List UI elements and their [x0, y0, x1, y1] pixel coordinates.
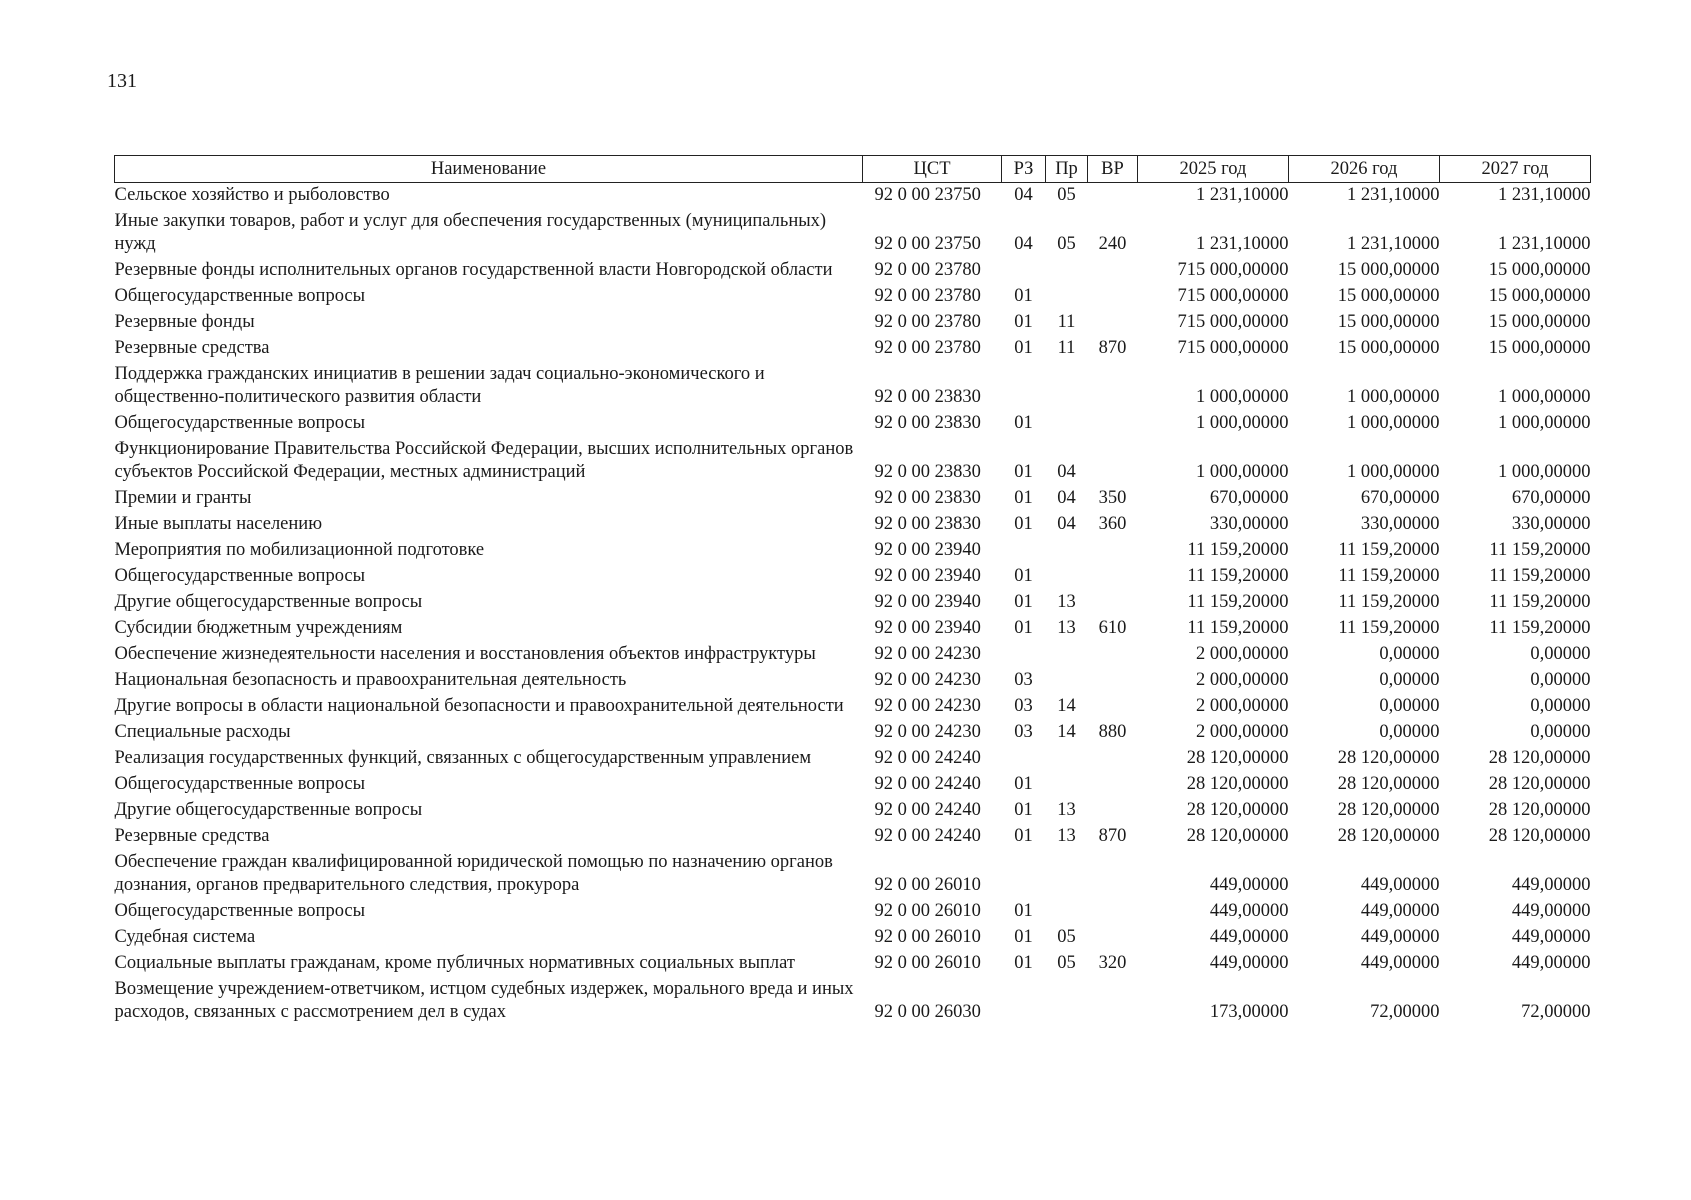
cell-vr [1088, 977, 1138, 1026]
cell-y2026: 449,00000 [1360, 875, 1440, 895]
cell-y2026: 15 000,00000 [1337, 286, 1440, 306]
cell-y2025: 28 120,00000 [1186, 800, 1289, 820]
cell-cst: 92 0 00 23780 [874, 312, 981, 332]
cell-rz: 01 [1014, 462, 1033, 482]
cell-vr [1088, 746, 1138, 772]
cell-y2025: 715 000,00000 [1177, 260, 1289, 280]
table-row [115, 512, 1591, 538]
cell-pr [1046, 899, 1088, 925]
cell-pr: 04 [1057, 488, 1076, 508]
cell-vr: 880 [1098, 722, 1127, 742]
table-row [115, 772, 1591, 798]
cell-y2026: 449,00000 [1360, 953, 1440, 973]
cell-y2027: 28 120,00000 [1488, 748, 1591, 768]
cell-y2027: 449,00000 [1511, 901, 1591, 921]
cell-y2027: 11 159,20000 [1489, 618, 1591, 638]
cell-cst: 92 0 00 23830 [874, 387, 981, 407]
cell-y2027: 28 120,00000 [1488, 800, 1591, 820]
cell-cst: 92 0 00 24230 [874, 696, 981, 716]
header-vr: ВР [1088, 156, 1138, 183]
cell-y2025: 2 000,00000 [1196, 722, 1289, 742]
cell-y2025: 449,00000 [1209, 927, 1289, 947]
cell-pr: 14 [1057, 722, 1076, 742]
cell-vr [1088, 694, 1138, 720]
cell-name: Резервные фонды исполнительных органов государственной власти Новгородской области [114, 260, 833, 280]
cell-y2027: 15 000,00000 [1488, 286, 1591, 306]
cell-cst: 92 0 00 24240 [874, 826, 981, 846]
cell-name: Премии и гранты [114, 488, 252, 508]
table-row [115, 746, 1591, 772]
table-row [115, 616, 1591, 642]
cell-rz: 01 [1014, 953, 1033, 973]
cell-vr [1088, 772, 1138, 798]
cell-rz [1002, 746, 1046, 772]
cell-vr: 360 [1098, 514, 1127, 534]
cell-y2025: 449,00000 [1209, 953, 1289, 973]
table-body [115, 183, 1591, 1027]
cell-y2026: 0,00000 [1379, 644, 1440, 664]
cell-cst: 92 0 00 23780 [874, 286, 981, 306]
cell-rz: 01 [1014, 566, 1033, 586]
cell-vr [1088, 642, 1138, 668]
cell-y2025: 28 120,00000 [1186, 774, 1289, 794]
cell-pr: 04 [1057, 462, 1076, 482]
cell-rz: 01 [1014, 488, 1033, 508]
cell-y2027: 1 231,10000 [1498, 185, 1591, 205]
cell-y2025: 28 120,00000 [1186, 826, 1289, 846]
cell-rz: 01 [1014, 338, 1033, 358]
cell-y2026: 11 159,20000 [1338, 540, 1440, 560]
cell-y2025: 11 159,20000 [1187, 618, 1289, 638]
cell-vr [1088, 668, 1138, 694]
cell-y2027: 449,00000 [1511, 953, 1591, 973]
cell-name: Социальные выплаты гражданам, кроме публичных нормативных социальных выплат [114, 953, 795, 973]
header-2025: 2025 год [1138, 156, 1289, 183]
cell-name: Общегосударственные вопросы [114, 901, 366, 921]
cell-vr: 240 [1098, 234, 1127, 254]
header-2027: 2027 год [1440, 156, 1591, 183]
cell-y2026: 28 120,00000 [1337, 774, 1440, 794]
cell-cst: 92 0 00 23750 [874, 185, 981, 205]
cell-name: Субсидии бюджетным учреждениям [114, 618, 403, 638]
cell-cst: 92 0 00 23940 [874, 566, 981, 586]
table-header [115, 156, 1591, 183]
cell-cst: 92 0 00 23830 [874, 413, 981, 433]
cell-y2027: 11 159,20000 [1489, 592, 1591, 612]
cell-y2027: 0,00000 [1530, 722, 1591, 742]
cell-y2026: 0,00000 [1379, 670, 1440, 690]
cell-y2027: 11 159,20000 [1489, 566, 1591, 586]
cell-rz: 01 [1014, 927, 1033, 947]
cell-y2026: 0,00000 [1379, 696, 1440, 716]
cell-y2026: 11 159,20000 [1338, 592, 1440, 612]
cell-y2025: 1 231,10000 [1196, 234, 1289, 254]
table-row [115, 694, 1591, 720]
cell-y2025: 11 159,20000 [1187, 566, 1289, 586]
cell-cst: 92 0 00 23830 [874, 488, 981, 508]
cell-y2025: 28 120,00000 [1186, 748, 1289, 768]
cell-cst: 92 0 00 23750 [874, 234, 981, 254]
table-row [115, 486, 1591, 512]
cell-vr [1088, 310, 1138, 336]
cell-y2026: 1 231,10000 [1347, 185, 1440, 205]
cell-pr: 05 [1057, 927, 1076, 947]
cell-rz: 01 [1014, 800, 1033, 820]
cell-pr [1046, 642, 1088, 668]
cell-rz [1002, 362, 1046, 411]
cell-y2025: 2 000,00000 [1196, 644, 1289, 664]
cell-y2026: 1 000,00000 [1347, 462, 1440, 482]
cell-cst: 92 0 00 24230 [874, 670, 981, 690]
cell-name: Возмещение учреждением-ответчиком, истцом судебных издержек, морального вреда и иных расходов, связанных с рассмотрением дел в судах [114, 979, 854, 1022]
table-row [115, 209, 1591, 258]
cell-pr: 13 [1057, 618, 1076, 638]
cell-cst: 92 0 00 23780 [874, 338, 981, 358]
cell-y2026: 28 120,00000 [1337, 800, 1440, 820]
cell-vr [1088, 362, 1138, 411]
cell-name: Обеспечение граждан квалифицированной юридической помощью по назначению органов дознания, органов предварительного следствия, прокурора [114, 852, 833, 895]
cell-vr [1088, 564, 1138, 590]
table-row [115, 642, 1591, 668]
cell-y2026: 28 120,00000 [1337, 826, 1440, 846]
table-row [115, 977, 1591, 1026]
cell-rz: 03 [1014, 696, 1033, 716]
header-cst: ЦСТ [863, 156, 1002, 183]
page-number: 131 [107, 70, 137, 92]
cell-y2027: 0,00000 [1530, 644, 1591, 664]
cell-y2026: 449,00000 [1360, 927, 1440, 947]
cell-y2025: 670,00000 [1209, 488, 1289, 508]
header-pr: Пр [1046, 156, 1088, 183]
cell-cst: 92 0 00 26010 [874, 875, 981, 895]
table-row [115, 437, 1591, 486]
cell-y2027: 1 231,10000 [1498, 234, 1591, 254]
cell-y2025: 11 159,20000 [1187, 540, 1289, 560]
cell-y2027: 449,00000 [1511, 875, 1591, 895]
cell-rz [1002, 642, 1046, 668]
cell-name: Резервные средства [114, 826, 270, 846]
cell-pr: 13 [1057, 592, 1076, 612]
cell-rz: 04 [1014, 234, 1033, 254]
cell-vr: 320 [1098, 953, 1127, 973]
cell-cst: 92 0 00 26010 [874, 901, 981, 921]
cell-y2027: 15 000,00000 [1488, 260, 1591, 280]
cell-vr [1088, 899, 1138, 925]
cell-rz [1002, 258, 1046, 284]
table-row [115, 310, 1591, 336]
cell-cst: 92 0 00 24240 [874, 774, 981, 794]
cell-rz: 01 [1014, 286, 1033, 306]
cell-y2025: 173,00000 [1209, 1002, 1289, 1022]
header-rz: РЗ [1002, 156, 1046, 183]
cell-rz [1002, 850, 1046, 899]
cell-name: Обеспечение жизнедеятельности населения и восстановления объектов инфраструктуры [114, 644, 816, 664]
table-row [115, 925, 1591, 951]
cell-y2027: 15 000,00000 [1488, 312, 1591, 332]
cell-y2026: 15 000,00000 [1337, 338, 1440, 358]
cell-rz: 01 [1014, 826, 1033, 846]
cell-pr [1046, 362, 1088, 411]
cell-y2025: 1 231,10000 [1196, 185, 1289, 205]
cell-y2025: 330,00000 [1209, 514, 1289, 534]
cell-cst: 92 0 00 24240 [874, 748, 981, 768]
cell-name: Общегосударственные вопросы [114, 286, 366, 306]
cell-rz: 03 [1014, 722, 1033, 742]
cell-rz: 01 [1014, 312, 1033, 332]
table-row [115, 668, 1591, 694]
cell-y2027: 72,00000 [1521, 1002, 1591, 1022]
cell-vr: 610 [1098, 618, 1127, 638]
cell-y2026: 15 000,00000 [1337, 260, 1440, 280]
cell-vr [1088, 925, 1138, 951]
cell-pr [1046, 668, 1088, 694]
cell-name: Общегосударственные вопросы [114, 774, 366, 794]
cell-rz: 01 [1014, 774, 1033, 794]
cell-vr [1088, 437, 1138, 486]
header-2026: 2026 год [1289, 156, 1440, 183]
cell-name: Иные закупки товаров, работ и услуг для обеспечения государственных (муниципальных) нужд [114, 211, 827, 254]
cell-name: Реализация государственных функций, связанных с общегосударственным управлением [114, 748, 812, 768]
cell-pr: 05 [1057, 234, 1076, 254]
cell-y2026: 72,00000 [1370, 1002, 1440, 1022]
cell-name: Другие вопросы в области национальной безопасности и правоохранительной деятельности [114, 696, 844, 716]
cell-rz [1002, 538, 1046, 564]
cell-name: Другие общегосударственные вопросы [114, 800, 423, 820]
cell-rz: 03 [1014, 670, 1033, 690]
cell-name: Поддержка гражданских инициатив в решении задач социально-экономического и общественно-политического развития области [114, 364, 765, 407]
cell-cst: 92 0 00 26010 [874, 927, 981, 947]
cell-y2025: 715 000,00000 [1177, 286, 1289, 306]
cell-vr [1088, 183, 1138, 210]
table-row [115, 590, 1591, 616]
cell-rz: 01 [1014, 618, 1033, 638]
cell-pr: 11 [1057, 338, 1076, 358]
cell-name: Судебная система [114, 927, 256, 947]
table-row [115, 899, 1591, 925]
cell-cst: 92 0 00 23940 [874, 592, 981, 612]
cell-vr: 870 [1098, 826, 1127, 846]
cell-name: Функционирование Правительства Российской Федерации, высших исполнительных органов субъектов Российской Федерации, местных администраций [114, 439, 854, 482]
cell-pr [1046, 850, 1088, 899]
cell-name: Резервные средства [114, 338, 270, 358]
cell-cst: 92 0 00 24230 [874, 722, 981, 742]
cell-cst: 92 0 00 23940 [874, 540, 981, 560]
cell-pr: 14 [1057, 696, 1076, 716]
cell-pr: 04 [1057, 514, 1076, 534]
cell-pr: 13 [1057, 826, 1076, 846]
cell-y2026: 28 120,00000 [1337, 748, 1440, 768]
cell-y2026: 449,00000 [1360, 901, 1440, 921]
cell-vr: 350 [1098, 488, 1127, 508]
cell-pr: 11 [1057, 312, 1076, 332]
cell-y2027: 670,00000 [1511, 488, 1591, 508]
cell-y2025: 1 000,00000 [1196, 387, 1289, 407]
cell-name: Специальные расходы [114, 722, 291, 742]
cell-y2027: 0,00000 [1530, 696, 1591, 716]
cell-y2026: 11 159,20000 [1338, 566, 1440, 586]
cell-y2026: 0,00000 [1379, 722, 1440, 742]
cell-y2026: 1 000,00000 [1347, 413, 1440, 433]
cell-pr [1046, 258, 1088, 284]
cell-name: Общегосударственные вопросы [114, 413, 366, 433]
cell-y2025: 449,00000 [1209, 875, 1289, 895]
cell-y2027: 1 000,00000 [1498, 462, 1591, 482]
cell-y2027: 330,00000 [1511, 514, 1591, 534]
cell-rz: 04 [1014, 185, 1033, 205]
cell-cst: 92 0 00 23830 [874, 462, 981, 482]
cell-rz: 01 [1014, 413, 1033, 433]
cell-vr [1088, 258, 1138, 284]
cell-vr [1088, 590, 1138, 616]
cell-vr [1088, 798, 1138, 824]
cell-pr [1046, 746, 1088, 772]
cell-cst: 92 0 00 23940 [874, 618, 981, 638]
table-row [115, 538, 1591, 564]
table-row [115, 411, 1591, 437]
cell-cst: 92 0 00 23830 [874, 514, 981, 534]
table-row [115, 824, 1591, 850]
cell-vr: 870 [1098, 338, 1127, 358]
cell-pr: 05 [1057, 185, 1076, 205]
cell-pr: 05 [1057, 953, 1076, 973]
cell-cst: 92 0 00 24240 [874, 800, 981, 820]
table-row [115, 850, 1591, 899]
cell-y2026: 670,00000 [1360, 488, 1440, 508]
cell-y2025: 449,00000 [1209, 901, 1289, 921]
cell-pr [1046, 411, 1088, 437]
cell-y2027: 28 120,00000 [1488, 774, 1591, 794]
cell-y2026: 11 159,20000 [1338, 618, 1440, 638]
cell-y2027: 1 000,00000 [1498, 387, 1591, 407]
cell-name: Общегосударственные вопросы [114, 566, 366, 586]
cell-pr [1046, 772, 1088, 798]
cell-name: Сельское хозяйство и рыболовство [114, 185, 390, 205]
cell-y2025: 2 000,00000 [1196, 670, 1289, 690]
budget-table [114, 155, 1591, 1026]
cell-pr [1046, 564, 1088, 590]
cell-y2025: 11 159,20000 [1187, 592, 1289, 612]
cell-y2027: 1 000,00000 [1498, 413, 1591, 433]
cell-y2025: 1 000,00000 [1196, 462, 1289, 482]
cell-y2025: 2 000,00000 [1196, 696, 1289, 716]
table-row [115, 951, 1591, 977]
cell-pr [1046, 977, 1088, 1026]
cell-y2026: 330,00000 [1360, 514, 1440, 534]
cell-y2025: 1 000,00000 [1196, 413, 1289, 433]
cell-y2026: 1 000,00000 [1347, 387, 1440, 407]
table-row [115, 284, 1591, 310]
cell-name: Резервные фонды [114, 312, 255, 332]
table-row [115, 183, 1591, 210]
cell-vr [1088, 538, 1138, 564]
cell-y2025: 715 000,00000 [1177, 338, 1289, 358]
cell-name: Мероприятия по мобилизационной подготовке [114, 540, 485, 560]
table-row [115, 362, 1591, 411]
table-row [115, 720, 1591, 746]
cell-name: Другие общегосударственные вопросы [114, 592, 423, 612]
cell-y2027: 15 000,00000 [1488, 338, 1591, 358]
cell-y2027: 0,00000 [1530, 670, 1591, 690]
cell-cst: 92 0 00 26010 [874, 953, 981, 973]
cell-y2027: 11 159,20000 [1489, 540, 1591, 560]
cell-pr [1046, 538, 1088, 564]
table-row [115, 564, 1591, 590]
cell-pr [1046, 284, 1088, 310]
cell-pr: 13 [1057, 800, 1076, 820]
cell-cst: 92 0 00 23780 [874, 260, 981, 280]
header-name: Наименование [115, 156, 863, 183]
cell-name: Национальная безопасность и правоохранительная деятельность [114, 670, 627, 690]
cell-vr [1088, 284, 1138, 310]
cell-cst: 92 0 00 24230 [874, 644, 981, 664]
cell-y2025: 715 000,00000 [1177, 312, 1289, 332]
cell-rz [1002, 977, 1046, 1026]
cell-rz: 01 [1014, 514, 1033, 534]
cell-name: Иные выплаты населению [114, 514, 323, 534]
cell-y2027: 28 120,00000 [1488, 826, 1591, 846]
cell-rz: 01 [1014, 901, 1033, 921]
cell-cst: 92 0 00 26030 [874, 1002, 981, 1022]
cell-vr [1088, 850, 1138, 899]
cell-y2026: 15 000,00000 [1337, 312, 1440, 332]
table-row [115, 798, 1591, 824]
table-row [115, 336, 1591, 362]
table-row [115, 258, 1591, 284]
cell-vr [1088, 411, 1138, 437]
cell-y2026: 1 231,10000 [1347, 234, 1440, 254]
cell-y2027: 449,00000 [1511, 927, 1591, 947]
cell-rz: 01 [1014, 592, 1033, 612]
